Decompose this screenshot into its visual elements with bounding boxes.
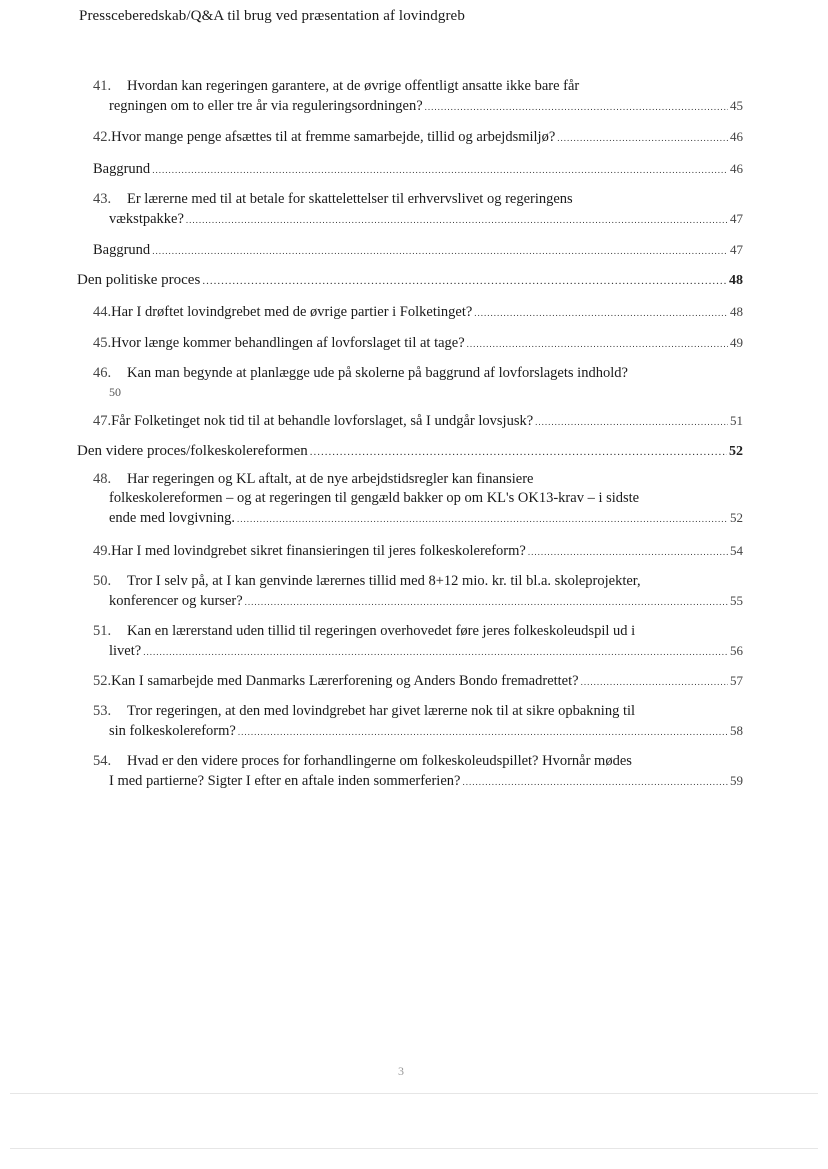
toc-entry-49[interactable]: [93, 541, 743, 562]
page-number: 3: [398, 1064, 404, 1078]
toc-entry-text: vækstpakke?: [109, 211, 184, 227]
toc-entry-number: 43.: [93, 191, 112, 207]
toc-page-number: 45: [730, 98, 743, 113]
divider: [10, 1148, 818, 1149]
toc-entry-text: Hvor mange penge afsættes til at fremme samarbejde, tillid og arbejdsmiljø?: [111, 129, 556, 145]
toc-page-number: 57: [730, 673, 743, 688]
toc-entry-text: Har I med lovindgrebet sikret finansieringen til jeres folkeskolereform?: [111, 543, 526, 559]
toc-entry-number: 49.: [93, 543, 112, 559]
toc-page-number: 56: [730, 643, 743, 658]
dot-leader: [528, 543, 728, 562]
toc-page-number: 59: [730, 773, 743, 788]
toc-page-number: 47: [730, 211, 743, 226]
dot-leader: [152, 161, 728, 180]
dot-leader: [143, 643, 728, 662]
toc-page-number: 46: [730, 161, 743, 176]
dot-leader: [310, 443, 727, 462]
toc-entry-number: 51.: [93, 623, 112, 639]
toc-section-title: Den politiske proces: [77, 272, 201, 288]
toc-entry-number: 41.: [93, 78, 112, 94]
dot-leader: [581, 673, 728, 692]
toc-page-number: 52: [730, 510, 743, 525]
toc-entry-text: Kan I samarbejde med Danmarks Lærerforening og Anders Bondo fremadrettet?: [111, 673, 579, 689]
toc-entry-text: Hvad er den videre proces for forhandlingerne om folkeskoleudspillet? Hvornår mødes: [127, 753, 632, 769]
toc-entry-text: Hvor længe kommer behandlingen af lovforslaget til at tage?: [111, 335, 465, 351]
page-header-title: Pressceberedskab/Q&A til brug ved præsentation af lovindgreb: [79, 8, 465, 24]
toc-entry-53[interactable]: [93, 702, 743, 742]
toc-page-number: 52: [729, 444, 743, 459]
toc-entry-46[interactable]: [93, 364, 743, 402]
toc-entry-45[interactable]: [93, 333, 743, 354]
toc-entry-48[interactable]: [93, 470, 743, 529]
toc-entry-text: Kan man begynde at planlægge ude på skolerne på baggrund af lovforslagets indhold?: [127, 365, 628, 381]
dot-leader: [474, 304, 728, 323]
toc-entry-text: Har regeringen og KL aftalt, at de nye arbejdstidsregler kan finansiere: [127, 471, 534, 487]
toc-entry-text: Er lærerne med til at betale for skattelettelser til erhvervslivet og regeringens: [127, 191, 573, 207]
dot-leader: [462, 773, 728, 792]
toc-entry-text: Tror regeringen, at den med lovindgrebet har givet lærerne nok til at sikre opbakning til: [127, 703, 636, 719]
toc-entry-43[interactable]: [93, 190, 743, 230]
toc-entry-text: Kan en lærerstand uden tillid til regeringen overhovedet føre jeres folkeskoleudspil ud i: [127, 623, 636, 639]
toc-entry-text: Baggrund: [93, 242, 151, 258]
dot-leader: [245, 593, 728, 612]
dot-leader: [535, 413, 728, 432]
toc-page-number: 46: [730, 129, 743, 144]
toc-page-number: 49: [730, 335, 743, 350]
toc-entry-52[interactable]: [93, 671, 743, 692]
toc-entry-54[interactable]: [93, 752, 743, 792]
toc-page-number: 55: [730, 593, 743, 608]
dot-leader: [186, 211, 728, 230]
dot-leader: [557, 129, 728, 148]
toc-entry-text: I med partierne? Sigter I efter en aftale inden sommerferien?: [109, 773, 461, 789]
toc-section-videre-proces[interactable]: [77, 442, 743, 462]
toc-entry-47[interactable]: [93, 411, 743, 432]
toc-entry-text: Baggrund: [93, 161, 151, 177]
toc-entry-number: 46.: [93, 365, 112, 381]
toc-section-title: Den videre proces/folkeskolereformen: [77, 443, 308, 459]
toc-entry-50[interactable]: [93, 572, 743, 612]
dot-leader: [238, 723, 728, 742]
toc-entry-text: folkeskolereformen – og at regeringen til gengæld bakker op om KL's OK13-krav – i sidste: [109, 490, 640, 506]
toc-entry-number: 52.: [93, 673, 112, 689]
toc-entry-baggrund-43[interactable]: [93, 240, 743, 261]
toc-page-number: 58: [730, 723, 743, 738]
toc-entry-number: 45.: [93, 335, 112, 351]
toc-entry-number: 50.: [93, 573, 112, 589]
toc-entry-44[interactable]: [93, 302, 743, 323]
dot-leader: [152, 242, 728, 261]
dot-leader: [425, 98, 728, 117]
toc-entry-number: 53.: [93, 703, 112, 719]
toc-entry-baggrund-42[interactable]: [93, 159, 743, 180]
toc-page-number: 48: [730, 304, 743, 319]
toc-entry-text: regningen om to eller tre år via reguleringsordningen?: [109, 98, 423, 114]
toc-entry-text: sin folkeskolereform?: [109, 723, 236, 739]
dot-leader: [467, 335, 728, 354]
toc-entry-text: Får Folketinget nok tid til at behandle lovforslaget, så I undgår lovsjusk?: [111, 413, 534, 429]
toc-entry-41[interactable]: [93, 77, 743, 117]
toc-entry-text: ende med lovgivning.: [109, 510, 236, 526]
toc-page-number: 47: [730, 242, 743, 257]
dot-leader: [202, 272, 727, 291]
toc-page-number: 51: [730, 413, 743, 428]
toc-page-number: 50: [109, 385, 121, 399]
toc-entry-number: 47.: [93, 413, 112, 429]
toc-entry-number: 54.: [93, 753, 112, 769]
toc-page-number: 48: [729, 273, 743, 288]
toc-entry-number: 44.: [93, 304, 112, 320]
toc-entry-number: 48.: [93, 471, 112, 487]
toc-entry-42[interactable]: [93, 127, 743, 148]
dot-leader: [237, 510, 728, 529]
toc-entry-text: Hvordan kan regeringen garantere, at de øvrige offentligt ansatte ikke bare får: [127, 78, 580, 94]
toc-entry-text: konferencer og kurser?: [109, 593, 243, 609]
toc-entry-51[interactable]: [93, 622, 743, 662]
toc-page-number: 54: [730, 543, 743, 558]
toc-section-politiske-proces[interactable]: [77, 271, 743, 291]
toc-entry-text: livet?: [109, 643, 142, 659]
toc-entry-text: Har I drøftet lovindgrebet med de øvrige partier i Folketinget?: [111, 304, 473, 320]
toc-entry-text: Tror I selv på, at I kan genvinde lærernes tillid med 8+12 mio. kr. til bl.a. skoleprojekter,: [127, 573, 641, 589]
toc-entry-number: 42.: [93, 129, 112, 145]
divider: [10, 1093, 818, 1094]
